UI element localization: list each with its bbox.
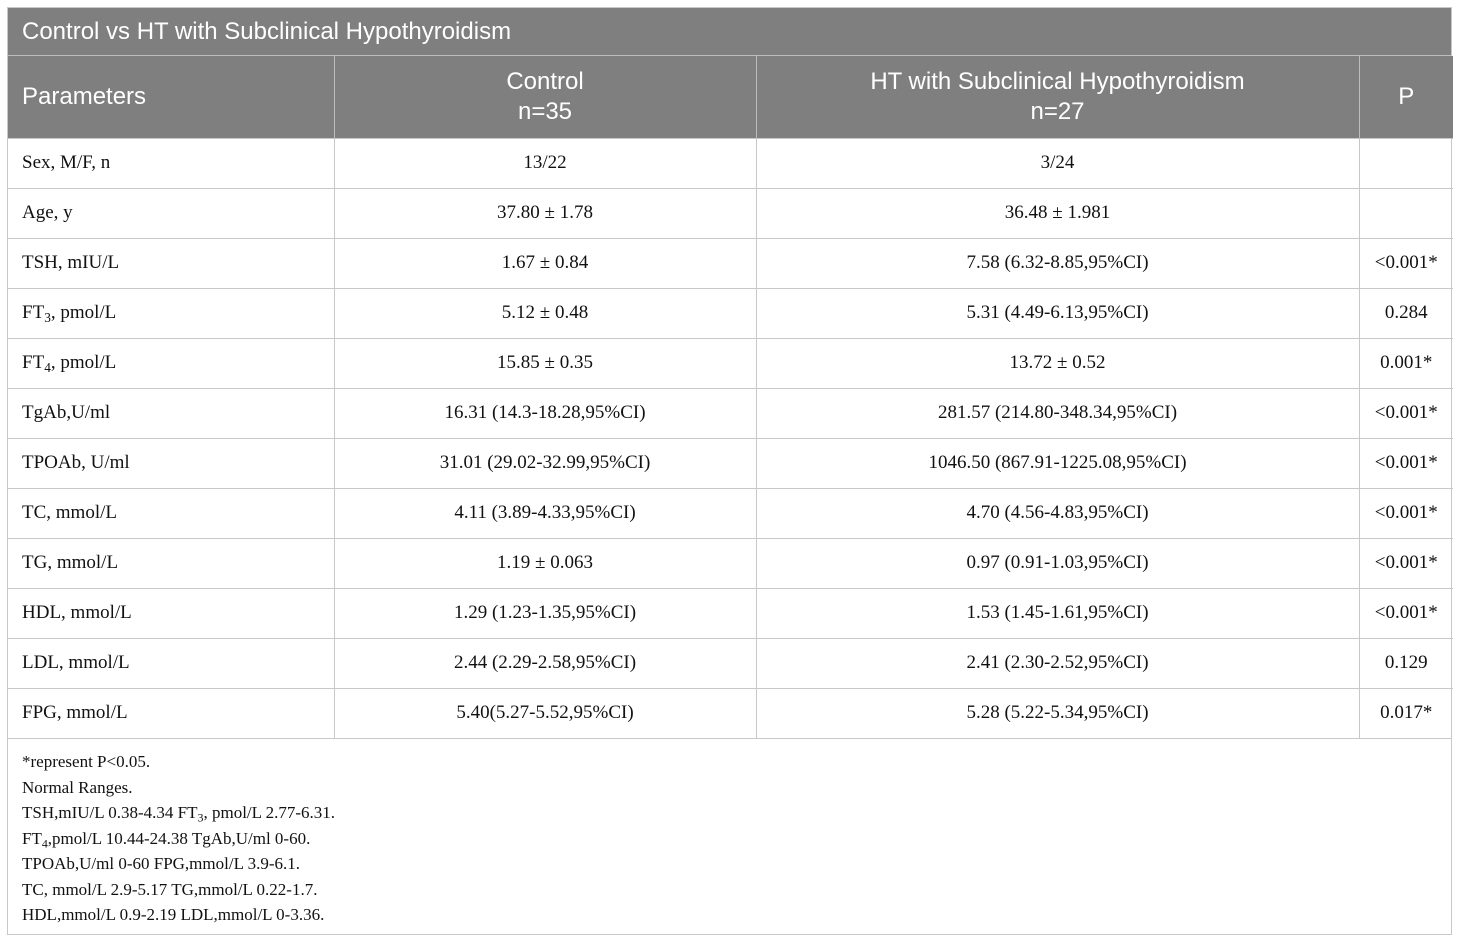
table-row <box>8 538 1453 588</box>
cell-control: 4.11 (3.89-4.33,95%CI) <box>334 488 756 538</box>
footnote-subscript: 3 <box>197 810 204 825</box>
cell-ht: 3/24 <box>756 138 1359 188</box>
cell-control: 37.80 ± 1.78 <box>334 188 756 238</box>
header-ht-n: n=27 <box>1030 97 1085 125</box>
table-row <box>8 388 1453 438</box>
table-caption: Control vs HT with Subclinical Hypothyroidism <box>8 8 1451 56</box>
cell-control: 1.19 ± 0.063 <box>334 538 756 588</box>
footnote-range-line <box>22 826 1437 852</box>
table-row <box>8 288 1453 338</box>
header-p: P <box>1359 56 1453 138</box>
parameter-name: FT <box>22 352 45 373</box>
cell-ht: 5.31 (4.49-6.13,95%CI) <box>756 288 1359 338</box>
header-ht-title: HT with Subclinical Hypothyroidism <box>870 67 1245 95</box>
cell-control: 5.40(5.27-5.52,95%CI) <box>334 688 756 738</box>
cell-p-value: <0.001* <box>1359 588 1453 638</box>
footnote-range-line <box>22 800 1437 826</box>
parameter-subscript: 3 <box>44 309 51 325</box>
cell-p-value: 0.284 <box>1359 288 1453 338</box>
cell-p-value <box>1359 138 1453 188</box>
parameter-subscript: 4 <box>44 359 51 375</box>
cell-control: 1.29 (1.23-1.35,95%CI) <box>334 588 756 638</box>
header-ht <box>756 56 1359 138</box>
footnote-subscript: 4 <box>41 836 48 851</box>
footnote-text: , pmol/L 2.77-6.31. <box>203 803 336 822</box>
cell-control: 5.12 ± 0.48 <box>334 288 756 338</box>
parameter-unit: , pmol/L <box>50 302 117 323</box>
table-row <box>8 688 1453 738</box>
footnote-text: ,pmol/L 10.44-24.38 TgAb,U/ml 0-60. <box>47 828 311 848</box>
cell-parameter <box>8 538 334 588</box>
cell-p-value: 0.001* <box>1359 338 1453 388</box>
cell-parameter <box>8 588 334 638</box>
cell-ht: 13.72 ± 0.52 <box>756 338 1359 388</box>
header-control <box>334 56 756 138</box>
cell-parameter <box>8 438 334 488</box>
footnote-normal-ranges-title: Normal Ranges. <box>22 777 133 797</box>
cell-parameter <box>8 688 334 738</box>
cell-p-value: <0.001* <box>1359 388 1453 438</box>
parameter-name: TSH, mIU/L <box>22 252 120 273</box>
results-table <box>8 56 1453 738</box>
cell-ht: 36.48 ± 1.981 <box>756 188 1359 238</box>
header-row <box>8 56 1453 138</box>
cell-parameter <box>8 188 334 238</box>
parameter-name: TC, mmol/L <box>22 502 117 523</box>
cell-ht: 5.28 (5.22-5.34,95%CI) <box>756 688 1359 738</box>
cell-control: 15.85 ± 0.35 <box>334 338 756 388</box>
footnote-significance: *represent P<0.05. <box>22 752 151 771</box>
cell-parameter <box>8 138 334 188</box>
cell-control: 13/22 <box>334 138 756 188</box>
cell-ht: 4.70 (4.56-4.83,95%CI) <box>756 488 1359 538</box>
header-control-title: Control <box>506 67 584 95</box>
cell-parameter <box>8 238 334 288</box>
table-footnotes <box>8 738 1451 934</box>
table-row <box>8 488 1453 538</box>
table-row <box>8 338 1453 388</box>
cell-parameter <box>8 338 334 388</box>
table-row <box>8 638 1453 688</box>
cell-ht: 0.97 (0.91-1.03,95%CI) <box>756 538 1359 588</box>
cell-control: 1.67 ± 0.84 <box>334 238 756 288</box>
parameter-name: TPOAb, U/ml <box>22 452 130 473</box>
cell-p-value: <0.001* <box>1359 488 1453 538</box>
table-row <box>8 238 1453 288</box>
cell-parameter <box>8 638 334 688</box>
cell-ht: 1.53 (1.45-1.61,95%CI) <box>756 588 1359 638</box>
table-row <box>8 138 1453 188</box>
cell-p-value: <0.001* <box>1359 538 1453 588</box>
footnote-range-line: TC, mmol/L 2.9-5.17 TG,mmol/L 0.22-1.7. <box>22 879 318 899</box>
cell-ht: 1046.50 (867.91-1225.08,95%CI) <box>756 438 1359 488</box>
cell-ht: 2.41 (2.30-2.52,95%CI) <box>756 638 1359 688</box>
cell-parameter <box>8 488 334 538</box>
cell-p-value: 0.129 <box>1359 638 1453 688</box>
cell-ht: 281.57 (214.80-348.34,95%CI) <box>756 388 1359 438</box>
cell-parameter <box>8 388 334 438</box>
cell-p-value: 0.017* <box>1359 688 1453 738</box>
footnote-text: FT <box>22 828 42 848</box>
cell-ht: 7.58 (6.32-8.85,95%CI) <box>756 238 1359 288</box>
footnote-range-line: HDL,mmol/L 0.9-2.19 LDL,mmol/L 0-3.36. <box>22 905 325 924</box>
parameter-name: FPG, mmol/L <box>22 702 128 724</box>
cell-p-value: <0.001* <box>1359 438 1453 488</box>
cell-control: 31.01 (29.02-32.99,95%CI) <box>334 438 756 488</box>
footnote-text: TSH,mIU/L 0.38-4.34 FT <box>22 803 198 822</box>
data-table <box>7 7 1452 935</box>
header-control-n: n=35 <box>517 97 573 125</box>
cell-control: 16.31 (14.3-18.28,95%CI) <box>334 388 756 438</box>
table-row <box>8 588 1453 638</box>
cell-control: 2.44 (2.29-2.58,95%CI) <box>334 638 756 688</box>
cell-p-value <box>1359 188 1453 238</box>
parameter-name: TgAb,U/ml <box>22 402 111 423</box>
cell-p-value: <0.001* <box>1359 238 1453 288</box>
parameter-name: FT <box>22 302 45 323</box>
parameter-name: Age, y <box>22 202 73 223</box>
parameter-name: TG, mmol/L <box>22 552 119 573</box>
parameter-unit: , pmol/L <box>50 352 117 373</box>
parameter-name: HDL, mmol/L <box>22 602 132 623</box>
header-parameters: Parameters <box>8 56 334 138</box>
table-row <box>8 188 1453 238</box>
parameter-name: Sex, M/F, n <box>22 152 111 173</box>
table-row <box>8 438 1453 488</box>
cell-parameter <box>8 288 334 338</box>
footnote-range-line: TPOAb,U/ml 0-60 FPG,mmol/L 3.9-6.1. <box>22 854 300 873</box>
parameter-name: LDL, mmol/L <box>22 652 130 673</box>
